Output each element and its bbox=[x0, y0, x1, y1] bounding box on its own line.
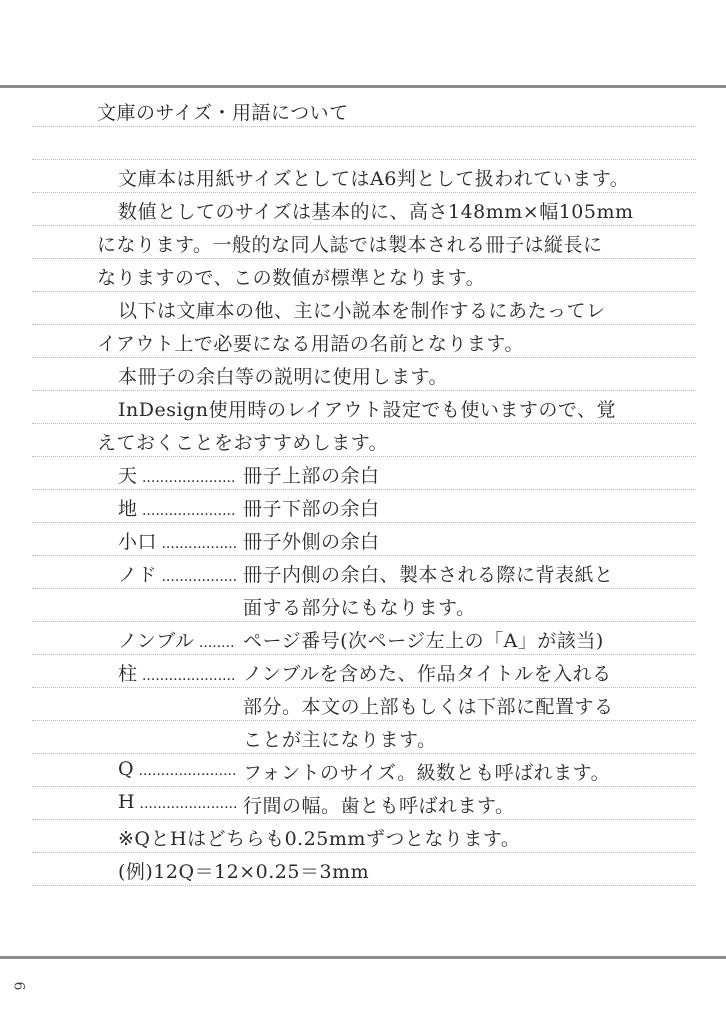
note-line bbox=[32, 853, 696, 886]
term-label: 柱 ..... bbox=[118, 659, 236, 686]
term-definition: 冊子上部の余白 bbox=[243, 465, 380, 487]
term-label: 天 ..... bbox=[118, 461, 236, 488]
paragraph-text: 文庫本は用紙サイズとしてはA6判として扱われています。 bbox=[118, 168, 630, 190]
paragraph-text: 以下は文庫本の他、主に小説本を制作するにあたってレ bbox=[118, 300, 606, 322]
term-row bbox=[32, 787, 696, 820]
term-row bbox=[32, 622, 696, 655]
term-definition: 行間の幅。歯とも呼ばれます。 bbox=[243, 795, 515, 817]
top-rule bbox=[0, 85, 726, 88]
paragraph-text: InDesign使用時のレイアウト設定でも使いますので、覚 bbox=[118, 399, 617, 421]
paragraph-line bbox=[32, 292, 696, 325]
term-definition: フォントのサイズ。級数とも呼ばれます。 bbox=[243, 762, 611, 784]
paragraph-line bbox=[32, 358, 696, 391]
term-label: H ..... bbox=[118, 791, 236, 813]
term-definition: 冊子下部の余白 bbox=[243, 498, 380, 520]
note-text: ※QとHはどちらも0.25mmずつとなります。 bbox=[118, 828, 521, 850]
term-definition: 面する部分にもなります。 bbox=[243, 597, 476, 619]
term-row bbox=[32, 721, 696, 754]
term-row bbox=[32, 556, 696, 589]
term-row bbox=[32, 589, 696, 622]
term-label: 地 ..... bbox=[118, 494, 236, 521]
term-label: ノンブル ..... bbox=[118, 626, 236, 653]
bottom-rule bbox=[0, 956, 726, 959]
term-label: ノド ..... bbox=[118, 560, 236, 587]
page-title: 文庫のサイズ・用語について bbox=[97, 102, 349, 124]
paragraph-text: イアウト上で必要になる用語の名前となります。 bbox=[97, 333, 524, 355]
paragraph-line bbox=[32, 325, 696, 358]
paragraph-line bbox=[32, 193, 696, 226]
paragraph-text: えておくことをおすすめします。 bbox=[97, 432, 389, 454]
term-row bbox=[32, 688, 696, 721]
title-row bbox=[32, 94, 696, 127]
paragraph-text: 数値としてのサイズは基本的に、高さ148mm×幅105mm bbox=[118, 201, 634, 223]
paragraph-text: 本冊子の余白等の説明に使用します。 bbox=[118, 366, 448, 388]
term-row bbox=[32, 490, 696, 523]
paragraph-line bbox=[32, 424, 696, 457]
note-text: (例)12Q＝12×0.25＝3mm bbox=[118, 861, 370, 883]
term-row bbox=[32, 457, 696, 490]
term-definition: 部分。本文の上部もしくは下部に配置する bbox=[243, 696, 614, 718]
term-row bbox=[32, 523, 696, 556]
blank-row bbox=[32, 127, 696, 160]
term-label: Q ..... bbox=[118, 758, 236, 780]
term-label: 小口 ..... bbox=[118, 527, 236, 554]
paragraph-line bbox=[32, 160, 696, 193]
term-row bbox=[32, 655, 696, 688]
paragraph-line bbox=[32, 391, 696, 424]
term-definition: ページ番号(次ページ左上の「A」が該当) bbox=[243, 630, 604, 652]
text-body bbox=[0, 94, 726, 886]
paragraph-line bbox=[32, 259, 696, 292]
term-definition: ノンブルを含めた、作品タイトルを入れる bbox=[243, 663, 612, 685]
note-line bbox=[32, 820, 696, 853]
term-row bbox=[32, 754, 696, 787]
term-definition: 冊子外側の余白 bbox=[243, 531, 380, 553]
paragraph-text: なりますので、この数値が標準となります。 bbox=[97, 267, 486, 289]
page-number: 6 bbox=[10, 981, 27, 991]
term-definition: 冊子内側の余白、製本される際に背表紙と bbox=[243, 564, 614, 586]
paragraph-text: になります。一般的な同人誌では製本される冊子は縦長に bbox=[97, 234, 603, 256]
term-definition: ことが主になります。 bbox=[243, 729, 437, 751]
paragraph-line bbox=[32, 226, 696, 259]
